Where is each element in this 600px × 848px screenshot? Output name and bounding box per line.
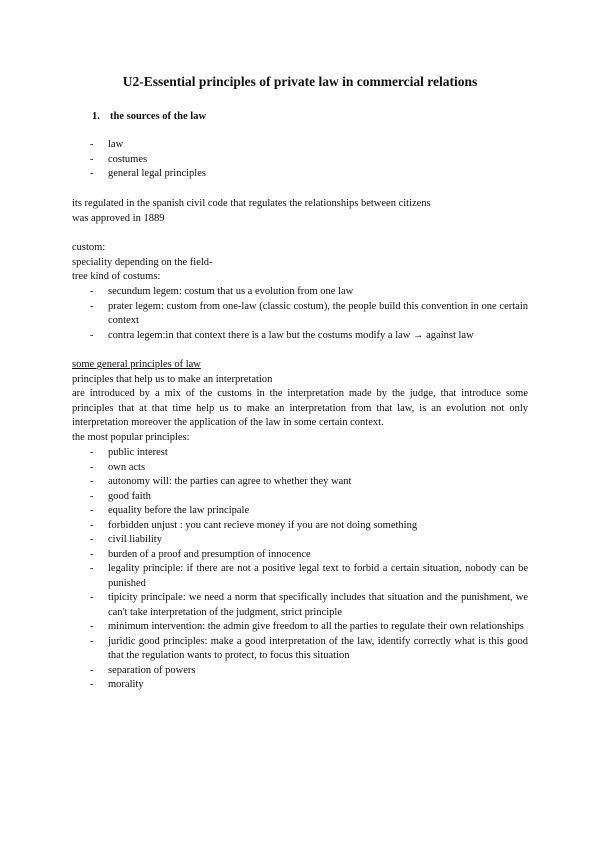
list-item: - equality before the law principale <box>90 504 528 519</box>
principles-paragraph: are introduced by a mix of the customs in the interpretation made by the judge, that introduce some principles that at that time help us to make an interpretation from that law, is an evolution not only interpretation moreover the application of the law in some certain context. <box>72 388 528 428</box>
list-item: - autonomy will: the parties can agree to whether they want <box>90 475 528 490</box>
civil-code-paragraph <box>72 197 528 226</box>
list-item: - public interest <box>90 446 528 461</box>
section-number: 1. <box>92 111 100 122</box>
list-item: - separation of powers <box>90 664 528 679</box>
list-item: - general legal principles <box>90 167 530 182</box>
list-item: - prater legem: custom from one-law (classic costum), the people build this convention in one certain context <box>90 300 528 329</box>
page-title: U2-Essential principles of private law in commercial relations <box>122 74 478 89</box>
principles-list <box>90 446 528 693</box>
principles-section <box>72 358 528 445</box>
list-item: - contra legem:in that context there is a law but the costums modify a law → against law <box>90 329 528 344</box>
text-line: was approved in 1889 <box>72 212 165 224</box>
popular-label: the most popular principles: <box>72 431 190 443</box>
list-item: - morality <box>90 678 528 693</box>
list-item: - juridic good principles: make a good interpretation of the law, identify correctly what is this good that the regulation wants to protect, to focus this situation <box>90 635 528 664</box>
text-line: speciality depending on the field- <box>72 256 213 268</box>
section-heading <box>92 111 206 122</box>
custom-label: custom: <box>72 242 106 253</box>
list-item: - minimum intervention: the admin give freedom to all the parties to regulate their own relationships <box>90 620 528 635</box>
sources-list <box>90 138 530 182</box>
list-item: - costumes <box>90 153 530 168</box>
list-item: - forbidden unjust : you cant recieve money if you are not doing something <box>90 519 528 534</box>
list-item: - good faith <box>90 490 528 505</box>
custom-kinds-list <box>90 285 528 343</box>
list-item: - civil liability <box>90 533 528 548</box>
list-item: - tipicity principale: we need a norm that specifically includes that situation and the punishment, we can't take interpretation of the judgment, strict principle <box>90 591 528 620</box>
list-item: - secundum legem: costum that us a evolution from one law <box>90 285 528 300</box>
principles-heading: some general principles of law <box>72 359 201 370</box>
list-item: - legality principle: if there are not a positive legal text to forbid a certain situation, nobody can be punished <box>90 562 528 591</box>
list-item: - burden of a proof and presumption of innocence <box>90 548 528 563</box>
list-item: - own acts <box>90 461 528 476</box>
text-line: its regulated in the spanish civil code that regulates the relationships between citizens <box>72 198 431 209</box>
section-title: the sources of the law <box>110 111 207 122</box>
principles-intro: principles that help us to make an interpretation <box>72 373 273 385</box>
custom-paragraph <box>72 241 528 285</box>
text-line: tree kind of costums: <box>72 271 161 282</box>
list-item: - law <box>90 138 530 153</box>
